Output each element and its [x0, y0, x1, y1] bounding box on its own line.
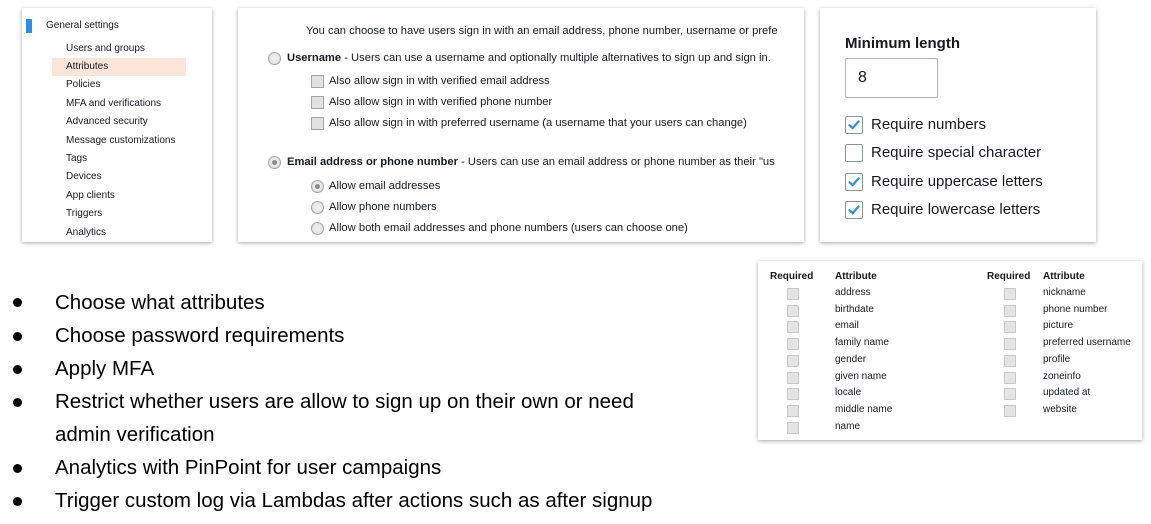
- attribute-name: email: [835, 320, 859, 332]
- required-checkbox[interactable]: [787, 405, 799, 417]
- bullet-attributes: Choose what attributes: [55, 291, 265, 314]
- attribute-name: middle name: [835, 403, 893, 415]
- attribute-name: website: [1043, 403, 1077, 415]
- bullet-dot: [13, 497, 22, 506]
- required-checkbox[interactable]: [1004, 338, 1016, 350]
- allow-email-addresses-radio[interactable]: [311, 180, 324, 193]
- required-checkbox[interactable]: [1004, 405, 1016, 417]
- required-checkbox[interactable]: [787, 372, 799, 384]
- required-checkbox[interactable]: [1004, 388, 1016, 400]
- require-lowercase-checkbox[interactable]: [845, 201, 863, 219]
- attribute-name: nickname: [1043, 287, 1086, 298]
- sidebar-title[interactable]: General settings: [46, 20, 119, 31]
- attribute-name: phone number: [1043, 303, 1108, 315]
- email-or-phone-option-label: [287, 156, 775, 168]
- bullet-mfa: Apply MFA: [55, 357, 155, 380]
- bullet-analytics: Analytics with PinPoint for user campaigns: [55, 456, 442, 479]
- bullet-dot: [13, 464, 22, 473]
- required-checkbox[interactable]: [787, 355, 799, 367]
- allow-email-addresses-label: Allow email addresses: [329, 180, 441, 192]
- username-option-label: [287, 52, 771, 64]
- require-special-label: Require special character: [871, 144, 1042, 161]
- required-column-header: Required: [770, 271, 814, 282]
- sidebar-item-analytics[interactable]: Analytics: [66, 227, 107, 238]
- bullet-triggers: Trigger custom log via Lambdas after actions such as after signup: [55, 489, 653, 512]
- allow-phone-signin-checkbox[interactable]: [311, 96, 324, 109]
- minimum-length-heading: Minimum length: [845, 35, 960, 52]
- require-numbers-checkbox[interactable]: [845, 116, 863, 134]
- allow-both-radio[interactable]: [311, 222, 324, 235]
- require-special-checkbox[interactable]: [845, 144, 863, 162]
- required-checkbox[interactable]: [787, 305, 799, 317]
- bullet-dot: [13, 398, 22, 407]
- allow-phone-numbers-label: Allow phone numbers: [329, 201, 437, 213]
- attribute-name: updated at: [1043, 387, 1091, 399]
- sidebar-accent-bar: [26, 19, 32, 33]
- require-lowercase-label: Require lowercase letters: [871, 201, 1041, 218]
- required-column-header: Required: [987, 271, 1031, 282]
- sidebar-item-attributes[interactable]: Attributes: [52, 58, 186, 76]
- checkmark-icon: [847, 118, 861, 132]
- required-checkbox[interactable]: [1004, 321, 1016, 333]
- allow-phone-numbers-radio[interactable]: [311, 201, 324, 214]
- required-checkbox[interactable]: [1004, 355, 1016, 367]
- required-checkbox[interactable]: [1004, 372, 1016, 384]
- checkmark-icon: [847, 175, 861, 189]
- allow-email-signin-label: Also allow sign in with verified email address: [329, 75, 550, 87]
- sidebar-item-users-and-groups[interactable]: Users and groups: [66, 43, 145, 54]
- email-or-phone-option-desc: - Users can use an email address or phone number as their "us: [457, 156, 775, 168]
- username-option-desc: - Users can use a username and optionally multiple alternatives to sign up and sign in.: [341, 52, 771, 64]
- attribute-name: given name: [835, 370, 887, 382]
- attribute-column-header: Attribute: [835, 271, 877, 282]
- require-numbers-label: Require numbers: [871, 116, 987, 133]
- required-checkbox[interactable]: [787, 321, 799, 333]
- require-uppercase-label: Require uppercase letters: [871, 173, 1043, 190]
- settings-sidebar: [22, 8, 212, 242]
- allow-both-label: Allow both email addresses and phone numbers (users can choose one): [329, 222, 688, 234]
- username-radio[interactable]: [268, 52, 281, 65]
- signin-options-panel: [238, 8, 804, 242]
- attribute-name: zoneinfo: [1043, 370, 1081, 382]
- attribute-name: address: [835, 287, 871, 298]
- sidebar-item-advanced-security[interactable]: Advanced security: [66, 116, 148, 127]
- sidebar-item-policies[interactable]: Policies: [66, 79, 101, 90]
- bullet-password: Choose password requirements: [55, 324, 345, 347]
- attributes-table: [758, 261, 1142, 440]
- sidebar-item-tags[interactable]: Tags: [66, 153, 88, 164]
- signin-intro-text: You can choose to have users sign in with an email address, phone number, username or prefe: [306, 25, 778, 37]
- allow-email-signin-checkbox[interactable]: [311, 75, 324, 88]
- attribute-name: gender: [835, 353, 867, 365]
- bullet-signup-continued: admin verification: [55, 423, 215, 446]
- bullet-signup: Restrict whether users are allow to sign up on their own or need: [55, 390, 634, 413]
- email-or-phone-option-title: Email address or phone number: [287, 156, 458, 168]
- allow-preferred-username-checkbox[interactable]: [311, 117, 324, 130]
- username-option-title: Username: [287, 52, 342, 64]
- required-checkbox[interactable]: [787, 388, 799, 400]
- allow-preferred-username-label: Also allow sign in with preferred username (a username that your users can change): [329, 117, 747, 129]
- required-checkbox[interactable]: [787, 288, 799, 300]
- attribute-name: picture: [1043, 320, 1074, 332]
- password-policy-panel: [820, 8, 1096, 242]
- attribute-name: profile: [1043, 353, 1071, 365]
- minimum-length-input[interactable]: 8: [845, 58, 938, 98]
- attribute-name: preferred username: [1043, 337, 1131, 349]
- require-uppercase-checkbox[interactable]: [845, 173, 863, 191]
- sidebar-item-message-customizations[interactable]: Message customizations: [66, 135, 176, 146]
- attribute-name: locale: [835, 387, 862, 399]
- sidebar-item-mfa[interactable]: MFA and verifications: [66, 98, 162, 109]
- attribute-name: birthdate: [835, 303, 874, 315]
- email-or-phone-radio[interactable]: [268, 156, 281, 169]
- attribute-name: family name: [835, 337, 889, 349]
- bullet-dot: [13, 365, 22, 374]
- allow-phone-signin-label: Also allow sign in with verified phone number: [329, 96, 553, 108]
- sidebar-item-triggers[interactable]: Triggers: [66, 208, 103, 219]
- required-checkbox[interactable]: [1004, 305, 1016, 317]
- sidebar-item-app-clients[interactable]: App clients: [66, 190, 115, 201]
- bullet-dot: [13, 332, 22, 341]
- attribute-column-header: Attribute: [1043, 271, 1085, 282]
- attribute-name: name: [835, 420, 861, 432]
- checkmark-icon: [847, 203, 861, 217]
- bullet-dot: [13, 298, 22, 307]
- required-checkbox[interactable]: [787, 422, 799, 434]
- required-checkbox[interactable]: [1004, 288, 1016, 300]
- sidebar-item-devices[interactable]: Devices: [66, 171, 102, 182]
- required-checkbox[interactable]: [787, 338, 799, 350]
